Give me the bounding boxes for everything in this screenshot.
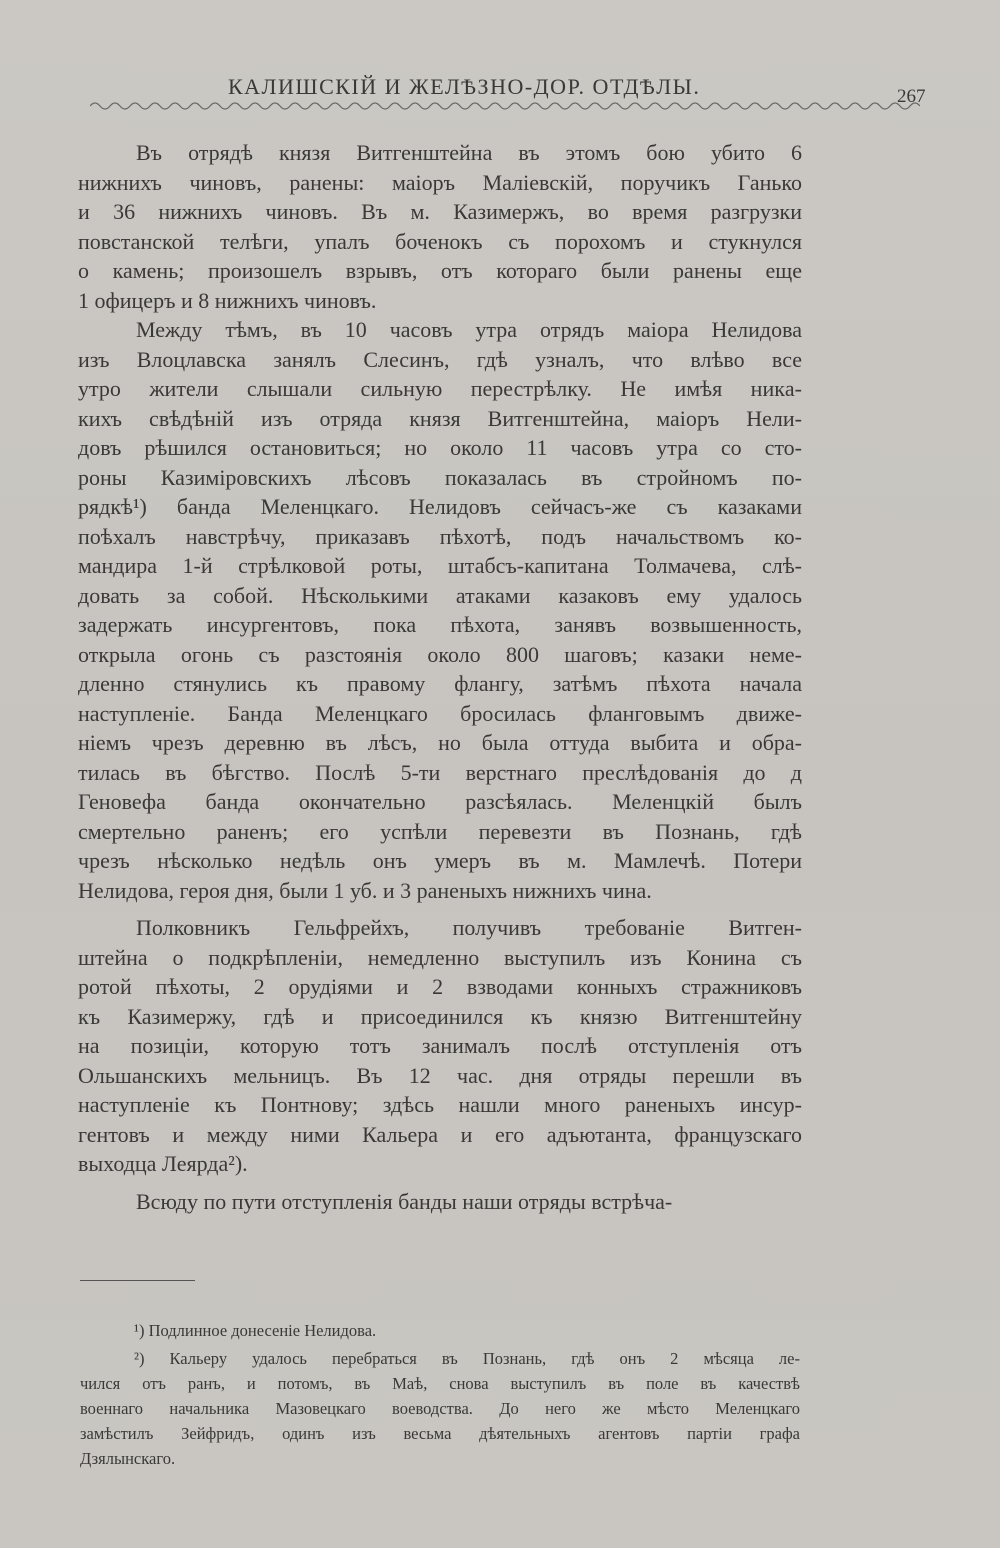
text-line: открыла огонь съ разстоянія около 800 шаговъ; казаки неме- <box>78 641 802 667</box>
text-line: смертельно раненъ; его успѣли перевезти въ Познань, гдѣ <box>78 818 802 844</box>
text-line: кихъ свѣдѣній изъ отряда князя Витгенштейна, маіоръ Нели- <box>78 405 802 431</box>
running-header-title: КАЛИШСКІЙ И ЖЕЛѢЗНО-ДОР. ОТДѢЛЫ. <box>228 74 701 99</box>
footnote-line: чился отъ ранъ, и потомъ, въ Маѣ, снова выступилъ въ поле въ качествѣ <box>80 1374 800 1393</box>
paragraph-4 <box>78 1187 802 1217</box>
text-line: Всюду по пути отступленія банды наши отряды встрѣча- <box>136 1188 673 1214</box>
text-line: ротой пѣхоты, 2 орудіями и 2 взводами конныхъ стражниковъ <box>78 974 802 999</box>
text-line: нижнихъ чиновъ, ранены: маіоръ Маліевскій, поручикъ Ганько <box>78 169 802 195</box>
footnote-separator <box>80 1280 195 1281</box>
footnote-line: Дзялынскаго. <box>80 1449 176 1468</box>
text-line: повстанской телѣги, упалъ боченокъ съ порохомъ и стукнулся <box>78 228 802 254</box>
paragraph-1 <box>78 138 802 315</box>
text-line: 1 офицеръ и 8 нижнихъ чиновъ. <box>78 287 377 313</box>
text-line: тилась въ бѣгство. Послѣ 5-ти верстнаго преслѣдованія до д <box>78 759 802 785</box>
text-line: утро жители слышали сильную перестрѣлку. Не имѣя никa- <box>78 376 802 401</box>
text-line: довъ рѣшился остановиться; но около 11 часовъ утра со сто- <box>78 435 802 460</box>
text-line: гентовъ и между ними Кальера и его адъютанта, французскаго <box>78 1121 802 1147</box>
text-line: выходца Леярда²). <box>78 1151 248 1176</box>
text-line: Ольшанскихъ мельницъ. Въ 12 час. дня отряды перешли въ <box>78 1062 802 1088</box>
text-line: поѣхалъ навстрѣчу, приказавъ пѣхотѣ, подъ начальствомъ ко- <box>78 523 802 549</box>
paragraph-2 <box>78 315 802 905</box>
footnote-line: ¹) Подлинное донесеніе Нелидова. <box>134 1321 377 1340</box>
footnotes <box>80 1318 800 1471</box>
text-line: чрезъ нѣсколько недѣль онъ умеръ въ м. Мамлечѣ. Потери <box>78 848 802 873</box>
text-line: Въ отрядѣ князя Витгенштейна въ этомъ бою убито 6 <box>136 140 802 165</box>
footnote-line: замѣстилъ Зейфридъ, одинъ изъ весьма дѣятельныхъ агентовъ партіи графа <box>80 1424 800 1443</box>
text-line: къ Казимержу, гдѣ и присоединился къ князю Витгенштейну <box>78 1003 802 1029</box>
text-line: задержать инсургентовъ, пока пѣхота, занявъ возвышенность, <box>78 612 802 637</box>
footnote-2 <box>80 1346 800 1471</box>
body-text <box>78 138 802 1216</box>
text-line: Нелидова, героя дня, были 1 уб. и 3 раненыхъ нижнихъ чина. <box>78 877 652 903</box>
text-line: Геновефа банда окончательно разсѣялась. Меленцкій былъ <box>78 789 802 814</box>
text-line: наступленіе. Банда Меленцкаго бросилась фланговымъ движе- <box>78 700 802 726</box>
text-line: довать за собой. Нѣсколькими атаками казаковъ ему удалось <box>78 582 802 608</box>
text-line: мандира 1-й стрѣлковой роты, штабсъ-капитана Толмачева, слѣ- <box>78 553 802 578</box>
text-line: штейна о подкрѣпленіи, немедленно выступилъ изъ Конина съ <box>78 944 802 970</box>
text-line: рядкѣ¹) банда Меленцкаго. Нелидовъ сейчасъ-же съ казаками <box>78 494 802 519</box>
paragraph-3 <box>78 913 802 1179</box>
text-line: и 36 нижнихъ чиновъ. Въ м. Казимержъ, во время разгрузки <box>78 199 802 224</box>
text-line: Полковникъ Гельфрейхъ, получивъ требованіе Витген- <box>136 915 802 940</box>
header-wavy-rule <box>90 98 920 114</box>
text-line: роны Казиміровскихъ лѣсовъ показалась въ стройномъ по- <box>78 464 802 490</box>
footnote-1 <box>80 1318 800 1343</box>
footnote-line: ²) Кальеру удалось перебраться въ Познань, гдѣ онъ 2 мѣсяца ле- <box>134 1349 800 1368</box>
text-line: Между тѣмъ, въ 10 часовъ утра отрядъ маіора Нелидова <box>136 317 802 342</box>
footnote-line: военнаго начальника Мазовецкаго воеводства. До него же мѣсто Меленцкаго <box>80 1399 800 1418</box>
text-line: ніемъ чрезъ деревню въ лѣсъ, но была оттуда выбита и обра- <box>78 730 802 755</box>
page-number: 267 <box>897 86 926 107</box>
text-line: на позиціи, которую тотъ занималъ послѣ отступленія отъ <box>78 1033 802 1058</box>
text-line: о камень; произошелъ взрывъ, отъ котораго были ранены еще <box>78 258 802 283</box>
text-line: дленно стянулись къ правому флангу, затѣмъ пѣхота начала <box>78 671 802 696</box>
text-line: изъ Влоцлавска занялъ Слесинъ, гдѣ узналъ, что влѣво все <box>78 346 802 372</box>
text-line: наступленіе къ Понтнову; здѣсь нашли много раненыхъ инсур- <box>78 1092 802 1117</box>
